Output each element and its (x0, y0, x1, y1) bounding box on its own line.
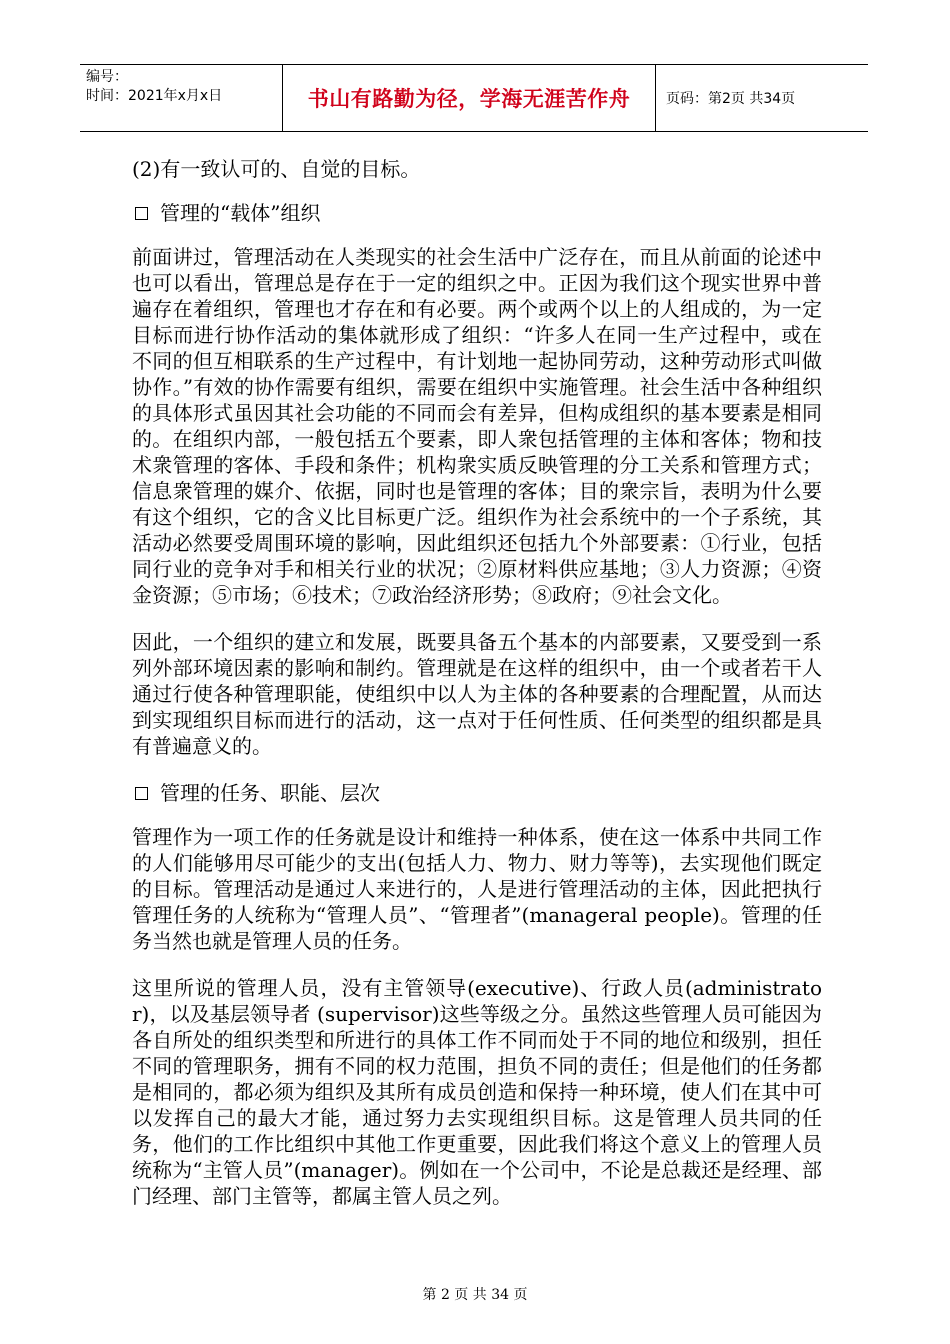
paragraph-organization: 前面讲过，管理活动在人类现实的社会生活中广泛存在，而且从前面的论述中也可以看出，管理总是存在于一定的组织之中。正因为我们这个现实世界中普遍存在着组织，管理也才存在和有必要。两个或两个以上的人组成的，为一定目标而进行协作活动的集体就形成了组织：“许多人在同一生产过程中，或在不同的但互相联系的生产过程中，有计划地一起协同劳动，这种劳动形式叫做协作。”有效的协作需要有组织，需要在组织中实施管理。社会生活中各种组织的具体形式虽因其社会功能的不同而会有差异，但构成组织的基本要素是相同的。在组织内部，一般包括五个要素，即人衆包括管理的主体和客体；物和技术衆管理的客体、手段和条件；机构衆实质反映管理的分工关系和管理方式；信息衆管理的媒介、依据，同时也是管理的客体；目的衆宗旨，表明为什么要有这个组织，它的含义比目标更广泛。组织作为社会系统中的一个子系统，其活动必然要受周围环境的影响，因此组织还包括九个外部要素：①行业，包括同行业的竞争对手和相关行业的状况；②原材料供应基地；③人力资源；④资金资源；⑤市场；⑥技术；⑦政治经济形势；⑧政府；⑨社会文化。 (132, 245, 822, 607)
document-body (132, 156, 822, 1230)
time-label: 时间：2021年x月x日 (86, 88, 223, 104)
header-motto: 书山有路勤为径，学海无涯苦作舟 (282, 65, 656, 131)
header-page-info: 页码：第2页 共34页 (666, 91, 796, 107)
section-heading-text: 管理的任务、职能、层次 (160, 781, 380, 805)
document-header (80, 64, 868, 132)
checkbox-bullet-icon (135, 787, 148, 800)
paragraph-managers: 这里所说的管理人员，没有主管领导(executive)、行政人员(administrator)，以及基层领导者 (supervisor)这些等级之分。虽然这些管理人员可能因为各自所处的组织类型和所进行的具体工作不同而处于不同的地位和级别，担任不同的管理职务，拥有不同的权力范围，担负不同的责任；但是他们的任务都是相同的，都必须为组织及其所有成员创造和保持一种环境，使人们在其中可以发挥自己的最大才能，通过努力去实现组织目标。这是管理人员共同的任务，他们的工作比组织中其他工作更重要，因此我们将这个意义上的管理人员统称为“主管人员”(manager)。例如在一个公司中，不论是总裁还是经理、部门经理、部门主管等，都属主管人员之列。 (132, 976, 822, 1208)
checkbox-bullet-icon (135, 207, 148, 220)
paragraph-management-task: 管理作为一项工作的任务就是设计和维持一种体系，使在这一体系中共同工作的人们能够用尽可能少的支出(包括人力、物力、财力等等)，去实现他们既定的目标。管理活动是通过人来进行的，人是进行管理活动的主体，因此把执行管理任务的人统称为“管理人员”、“管理者”(manageral people)。管理的任务当然也就是管理人员的任务。 (132, 825, 822, 953)
body-line-goal: (2)有一致认可的、自觉的目标。 (132, 157, 421, 181)
header-meta (80, 65, 282, 131)
section-heading-organization (132, 200, 822, 226)
number-label: 编号： (86, 69, 128, 85)
paragraph-conclusion: 因此，一个组织的建立和发展，既要具备五个基本的内部要素，又要受到一系列外部环境因素的影响和制约。管理就是在这样的组织中，由一个或者若干人通过行使各种管理职能，使组织中以人为主体的各种要素的合理配置，从而达到实现组织目标而进行的活动，这一点对于任何性质、任何类型的组织都是具有普遍意义的。 (132, 630, 822, 758)
page-footer: 第 2 页 共 34 页 (422, 1287, 528, 1303)
section-heading-text: 管理的“载体”组织 (160, 201, 321, 225)
section-heading-tasks (132, 780, 822, 806)
